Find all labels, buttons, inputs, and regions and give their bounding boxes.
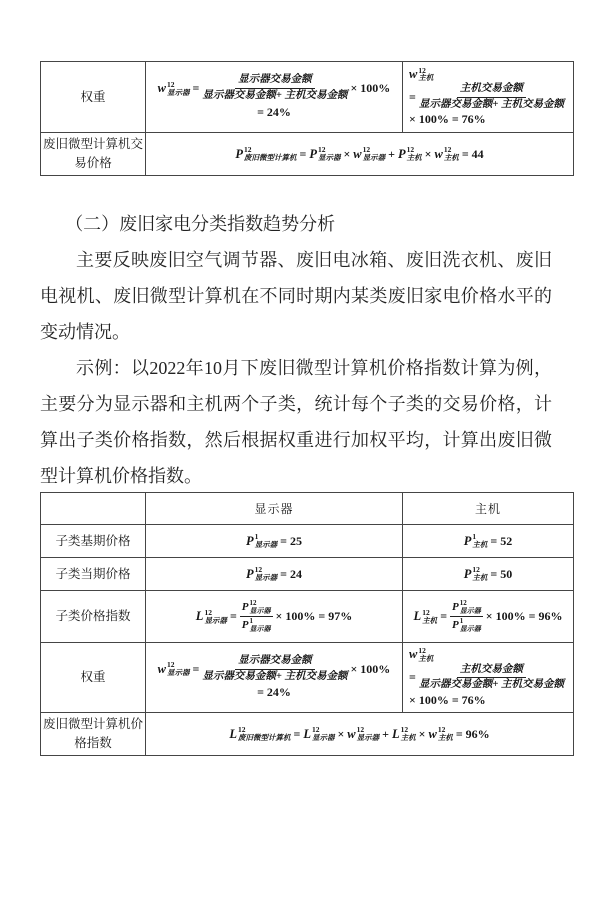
- fraction-numerator: [450, 599, 483, 617]
- paragraph-overview: 主要反映废旧空气调节器、废旧电冰箱、废旧洗衣机、废旧电视机、废旧微型计算机在不同时期内某类废旧家电价格水平的变动情况。: [40, 250, 552, 342]
- var-p12-display: P 12 显示器: [452, 599, 481, 615]
- equals-sign: =: [192, 661, 200, 676]
- var-p1-display: P 1 显示器: [246, 532, 278, 549]
- var-w12-display: w 12 显示器: [353, 145, 386, 162]
- var-p12-host: P 12 主机: [397, 145, 422, 162]
- t1-cell-weight-display: [146, 62, 403, 133]
- t2-cell-subindex-host: [403, 591, 574, 643]
- subindex-display-result: × 100% = 97%: [275, 609, 353, 623]
- fraction-denominator: 显示器交易金额+ 主机交易金额: [418, 679, 564, 691]
- fraction-numerator: 主机交易金额: [457, 83, 526, 98]
- var-w12-display: w 12 显示器: [347, 725, 380, 742]
- var-w12-host: w 12 主机: [434, 145, 459, 162]
- fraction-denominator: [240, 617, 273, 634]
- fraction-display-amount: [202, 655, 347, 683]
- base-display-value: = 25: [280, 533, 302, 548]
- equals-sign: =: [440, 609, 448, 623]
- t2-header-display: 显示器: [146, 493, 403, 525]
- equals-sign: =: [229, 609, 237, 623]
- times-100-percent: × 100%: [350, 81, 391, 95]
- var-p12-display: P 12 显示器: [246, 565, 278, 582]
- fraction-denominator: 显示器交易金额+ 主机交易金额: [202, 90, 348, 101]
- plus-sign: +: [388, 146, 395, 161]
- t1-label-weight: 权重: [41, 62, 146, 133]
- var-l12-host: L 12 主机: [413, 607, 438, 625]
- times-sign: ×: [337, 726, 345, 741]
- equals-sign: =: [192, 81, 200, 95]
- t2-cell-subindex-display: [146, 591, 403, 643]
- equals-sign: =: [293, 726, 301, 741]
- t2-label-weight: 权重: [41, 643, 146, 713]
- subindex-host-result: × 100% = 96%: [485, 609, 563, 623]
- t2-cell-base-host: [403, 525, 574, 558]
- t2-cell-weight-host: [403, 643, 574, 713]
- weight-display-result: = 24%: [257, 685, 291, 700]
- weight-host-result: × 100% = 76%: [409, 692, 486, 707]
- var-l12-computer: L 12 废旧微型计算机: [229, 725, 291, 742]
- t2-label-current-price: 子类当期价格: [41, 558, 146, 591]
- var-p1-display: P 1 显示器: [452, 617, 481, 633]
- t2-cell-weight-display: [146, 643, 403, 713]
- fraction-denominator: [450, 617, 483, 634]
- var-l12-display: L 12 显示器: [303, 725, 335, 742]
- fraction-host-amount: [419, 664, 564, 692]
- var-p1-host: P 1 主机: [463, 532, 488, 549]
- times-100-percent: × 100%: [350, 661, 391, 676]
- equals-sign: =: [409, 670, 416, 685]
- fraction-price-ratio: [240, 599, 273, 634]
- weight-host-result: × 100% = 76%: [409, 112, 486, 127]
- t2-label-base-price: 子类基期价格: [41, 525, 146, 558]
- var-w12-host: w 12 主机: [409, 646, 434, 663]
- index-result: = 96%: [455, 726, 490, 741]
- t2-label-sub-index: 子类价格指数: [41, 591, 146, 643]
- t1-cell-price-formula: [146, 133, 574, 176]
- weight-display-result: = 24%: [257, 104, 291, 119]
- fraction-numerator: 主机交易金额: [457, 664, 526, 679]
- fraction-display-amount: [202, 74, 347, 102]
- fraction-host-amount: [419, 83, 564, 111]
- t2-cell-current-host: [403, 558, 574, 591]
- t2-cell-base-display: [146, 525, 403, 558]
- table-weights-transaction-price: [40, 61, 574, 176]
- t2-header-host: 主机: [403, 493, 574, 525]
- current-display-value: = 24: [280, 566, 302, 581]
- var-p1-display: P 1 显示器: [241, 617, 271, 633]
- var-w12-host: w 12 主机: [409, 65, 434, 83]
- t1-cell-weight-host: [403, 62, 574, 133]
- var-w12-display: w 12 显示器: [157, 79, 190, 97]
- var-p12-display: P 12 显示器: [309, 145, 341, 162]
- paragraph-example: 示例：以2022年10月下废旧微型计算机价格指数计算为例，主要分为显示器和主机两个子类，统计每个子类的交易价格，计算出子类价格指数，然后根据权重进行加权平均，计算出废旧微型计算机价格指数。: [40, 358, 552, 486]
- var-l12-host: L 12 主机: [391, 725, 416, 742]
- t2-cell-current-display: [146, 558, 403, 591]
- var-w12-host: w 12 主机: [428, 725, 453, 742]
- fraction-numerator: 显示器交易金额: [235, 655, 315, 670]
- var-p12-host: P 12 主机: [463, 565, 488, 582]
- t1-label-transaction-price: 废旧微型计算机交易价格: [41, 133, 146, 176]
- var-w12-display: w 12 显示器: [157, 660, 190, 677]
- t2-label-computer-index: 废旧微型计算机价格指数: [41, 713, 146, 756]
- plus-sign: +: [382, 726, 389, 741]
- times-sign: ×: [343, 146, 351, 161]
- fraction-denominator: 显示器交易金额+ 主机交易金额: [202, 670, 348, 682]
- t2-header-empty: [41, 493, 146, 525]
- var-p12-computer: P 12 废旧微型计算机: [235, 145, 297, 162]
- table-index-calculation: [40, 492, 574, 756]
- current-host-value: = 50: [490, 566, 513, 581]
- fraction-denominator: 显示器交易金额+ 主机交易金额: [418, 98, 564, 110]
- body-text: [40, 206, 552, 494]
- fraction-numerator: [240, 599, 273, 617]
- price-result: = 44: [461, 146, 484, 161]
- var-p12-display: P 12 显示器: [241, 599, 271, 615]
- var-l12-display: L 12 显示器: [195, 607, 227, 625]
- times-sign: ×: [424, 146, 432, 161]
- fraction-price-ratio: [450, 599, 483, 634]
- t2-cell-index-formula: [146, 713, 574, 756]
- times-sign: ×: [418, 726, 426, 741]
- equals-sign: =: [299, 146, 307, 161]
- equals-sign: =: [409, 89, 416, 104]
- section-heading: （二）废旧家电分类指数趋势分析: [65, 214, 336, 234]
- fraction-numerator: 显示器交易金额: [235, 74, 315, 89]
- base-host-value: = 52: [490, 533, 513, 548]
